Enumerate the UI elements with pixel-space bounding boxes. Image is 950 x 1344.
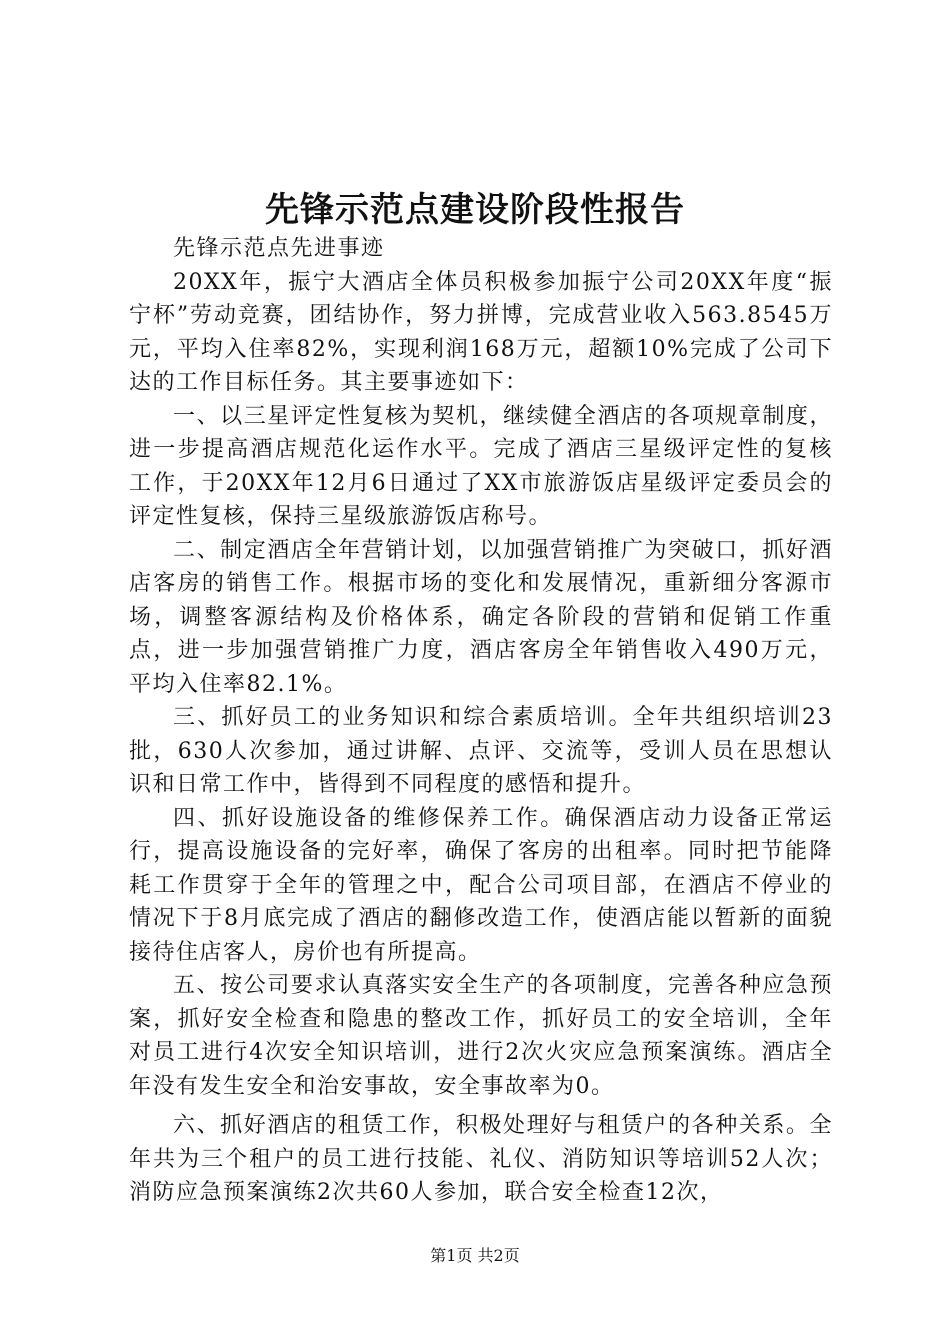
paragraph-item-2: 二、制定酒店全年营销计划，以加强营销推广为突破口，抓好酒店客房的销售工作。根据市场的变化和发展情况，重新细分客源市场，调整客源结构及价格体系，确定各阶段的营销和促销工作重点，进一步加强营销推广力度，酒店客房全年销售收入490万元，平均入住率82.1%。 (129, 537, 833, 697)
paragraph-intro: 20XX年，振宁大酒店全体员积极参加振宁公司20XX年度“振宁杯”劳动竞赛，团结协作，努力拼博，完成营业收入563.8545万元，平均入住率82%，实现利润168万元，超额10%完成了公司下达的工作目标任务。其主要事迹如下： (129, 269, 833, 395)
page-footer: 第1页 共2页 (430, 1246, 520, 1265)
paragraph-item-1: 一、以三星评定性复核为契机，继续健全酒店的各项规章制度，进一步提高酒店规范化运作水平。完成了酒店三星级评定性的复核工作，于20XX年12月6日通过了XX市旅游饭店星级评定委员会的评定性复核，保持三星级旅游饭店称号。 (129, 403, 833, 529)
paragraph-item-4: 四、抓好设施设备的维修保养工作。确保酒店动力设备正常运行，提高设施设备的完好率，确保了客房的出租率。同时把节能降耗工作贯穿于全年的管理之中，配合公司项目部，在酒店不停业的情况下于8月底完成了酒店的翻修改造工作，使酒店能以暂新的面貌接待住店客人，房价也有所提高。 (129, 805, 833, 965)
paragraph-item-6: 六、抓好酒店的租赁工作，积极处理好与租赁户的各种关系。全年共为三个租户的员工进行技能、礼仪、消防知识等培训52人次；消防应急预案演练2次共60人参加，联合安全检查12次， (129, 1113, 833, 1205)
paragraph-subtitle: 先锋示范点先进事迹 (173, 236, 385, 261)
document-title: 先锋示范点建设阶段性报告 (265, 190, 685, 230)
paragraph-item-3: 三、抓好员工的业务知识和综合素质培训。全年共组织培训23批，630人次参加，通过讲解、点评、交流等，受训人员在思想认识和日常工作中，皆得到不同程度的感悟和提升。 (129, 705, 833, 797)
document-body (129, 232, 833, 1210)
paragraph-item-5: 五、按公司要求认真落实安全生产的各项制度，完善各种应急预案，抓好安全检查和隐患的整改工作，抓好员工的安全培训，全年对员工进行4次安全知识培训，进行2次火灾应急预案演练。酒店全年没有发生安全和治安事故，安全事故率为0。 (129, 973, 833, 1099)
